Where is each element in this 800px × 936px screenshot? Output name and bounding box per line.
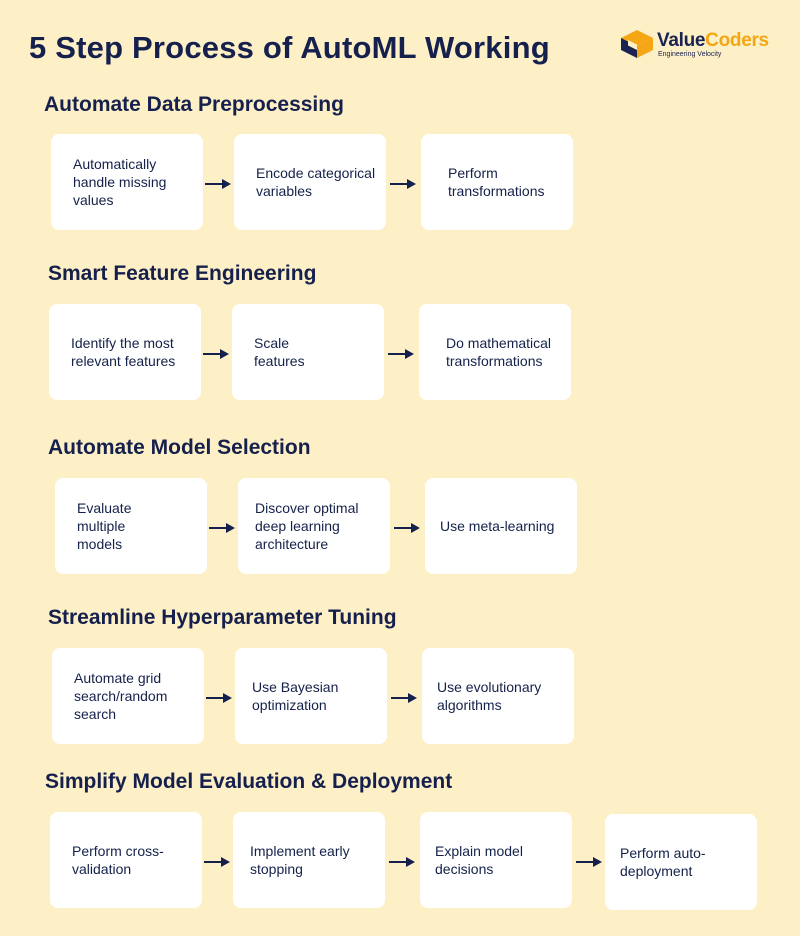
- step-3-card-2-text: Discover optimal deep learning architecture: [255, 500, 359, 552]
- step-4-card-3: [422, 648, 574, 744]
- arrow-right-icon: [394, 522, 420, 534]
- step-5-card-1-text: Perform cross-validation: [72, 843, 164, 877]
- step-1-card-3: [421, 134, 573, 230]
- arrow-right-icon: [204, 856, 230, 868]
- step-2-card-3-text: Do mathematical transformations: [446, 335, 552, 369]
- step-2-card-2-text: Scale features: [254, 335, 305, 369]
- arrow-right-icon: [388, 348, 414, 360]
- logo-wordmark-value: Value: [657, 30, 706, 51]
- step-1-card-1-text: Automatically handle missing values: [73, 156, 167, 208]
- step-5-card-2: [233, 812, 385, 908]
- step-5-card-2-text: Implement early stopping: [250, 843, 350, 877]
- step-4-card-2-text: Use Bayesian optimization: [252, 679, 339, 713]
- step-3-card-1: [55, 478, 207, 574]
- logo-wordmark: [657, 30, 769, 52]
- arrow-right-icon: [203, 348, 229, 360]
- step-3-card-2: [238, 478, 390, 574]
- arrow-right-icon: [390, 178, 416, 190]
- step-4-card-3-text: Use evolutionary algorithms: [437, 679, 542, 713]
- step-1-card-3-text: Perform transformations: [448, 165, 545, 199]
- arrow-right-icon: [391, 692, 417, 704]
- step-3-card-3: [425, 478, 577, 574]
- step-5-card-1: [50, 812, 202, 908]
- step-4-card-1-text: Automate grid search/random search: [74, 670, 168, 722]
- logo-tagline: Engineering Velocity: [658, 51, 722, 58]
- arrow-right-icon: [206, 692, 232, 704]
- valuecoders-logo-icon: [620, 29, 654, 59]
- arrow-right-icon: [205, 178, 231, 190]
- step-3-heading: Automate Model Selection: [48, 436, 311, 459]
- arrow-right-icon: [389, 856, 415, 868]
- step-2-card-1-text: Identify the most relevant features: [71, 335, 176, 369]
- step-3-card-3-text: Use meta-learning: [440, 518, 555, 534]
- step-1-card-2: [234, 134, 386, 230]
- arrow-right-icon: [576, 856, 602, 868]
- step-5-card-3: [420, 812, 572, 908]
- step-2-card-3: [419, 304, 571, 400]
- arrow-right-icon: [209, 522, 235, 534]
- step-1-card-1: [51, 134, 203, 230]
- step-5-card-4-text: Perform auto-deployment: [620, 845, 706, 879]
- step-5-card-3-text: Explain model decisions: [435, 843, 523, 877]
- valuecoders-logo: [620, 29, 770, 63]
- step-2-heading: Smart Feature Engineering: [48, 262, 317, 285]
- step-5-card-4: [605, 814, 757, 910]
- step-2-card-1: [49, 304, 201, 400]
- logo-wordmark-coders: Coders: [705, 30, 769, 51]
- step-4-card-1: [52, 648, 204, 744]
- step-4-heading: Streamline Hyperparameter Tuning: [48, 606, 397, 629]
- step-5-heading: Simplify Model Evaluation & Deployment: [45, 770, 453, 793]
- page-title: 5 Step Process of AutoML Working: [29, 30, 550, 65]
- step-3-card-1-text: Evaluate multiple models: [77, 500, 132, 552]
- step-2-card-2: [232, 304, 384, 400]
- step-1-card-2-text: Encode categorical variables: [256, 165, 376, 199]
- step-4-card-2: [235, 648, 387, 744]
- step-1-heading: Automate Data Preprocessing: [44, 93, 344, 116]
